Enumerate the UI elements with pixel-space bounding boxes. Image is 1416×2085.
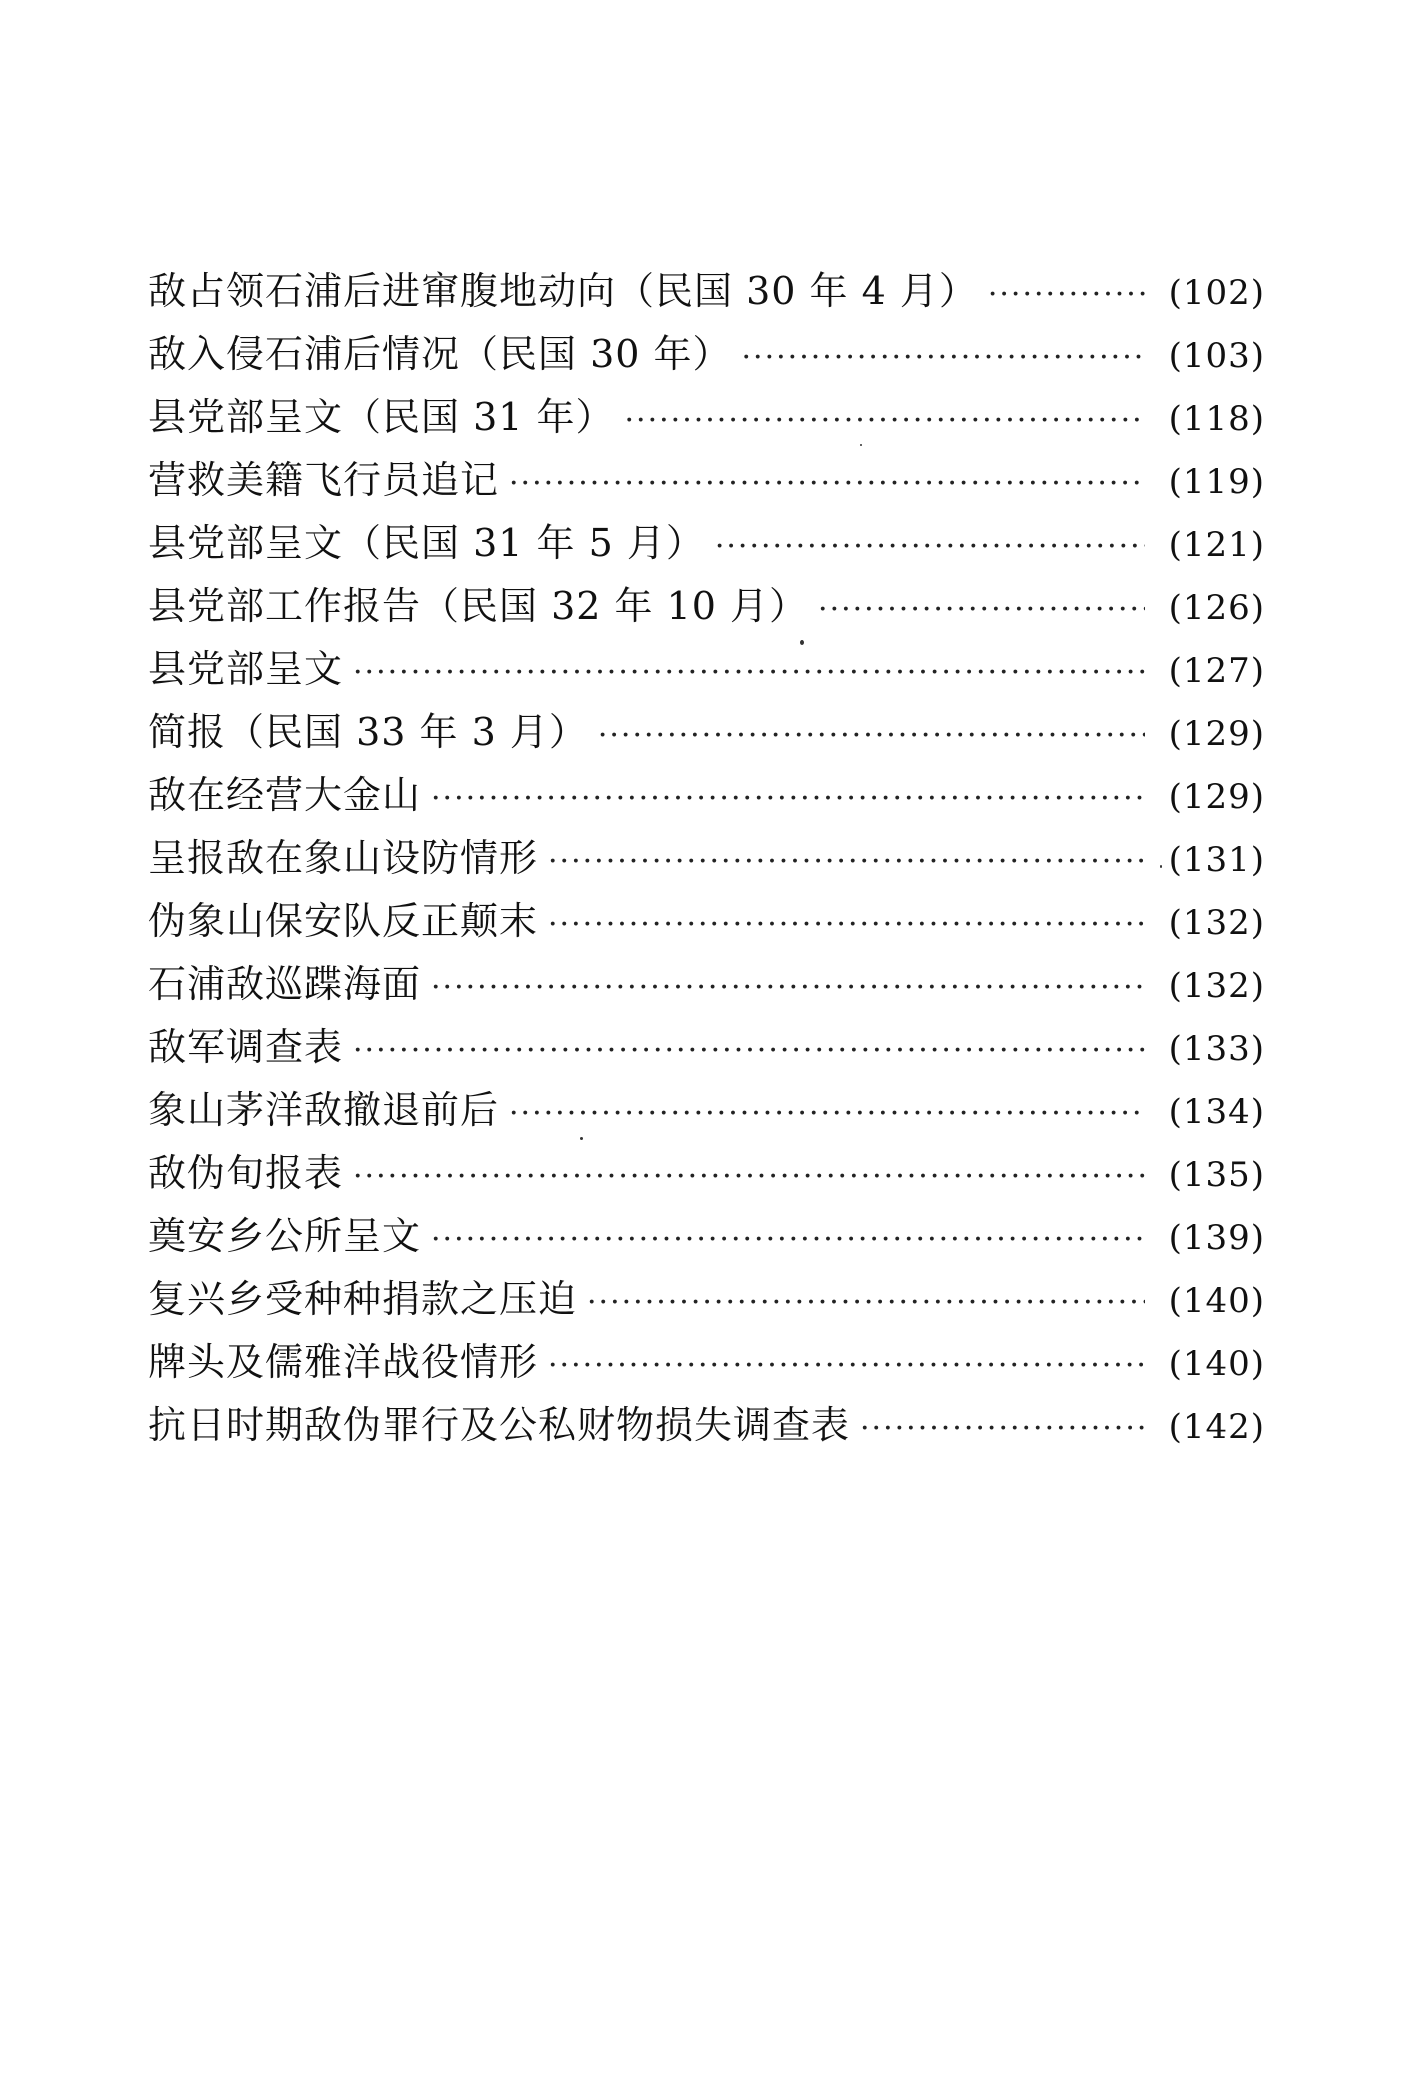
dot-leader [431, 956, 1145, 1019]
toc-entry-title: 敌在经营大金山 [148, 773, 422, 817]
dot-leader [988, 263, 1145, 326]
scan-speck [1160, 865, 1162, 868]
dot-leader [860, 1397, 1145, 1460]
dot-leader [548, 893, 1145, 956]
toc-entry-title: 敌占领石浦后进窜腹地动向（民国 30 年 4 月） [148, 269, 978, 313]
toc-entry-page: (121) [1168, 525, 1265, 565]
toc-entry-page: (139) [1168, 1218, 1265, 1258]
dot-leader [431, 767, 1145, 830]
toc-entry-page: (119) [1168, 462, 1265, 502]
toc-entry [148, 260, 1265, 323]
toc-entry-title: 石浦敌巡蹀海面 [148, 962, 422, 1006]
dot-leader [715, 515, 1145, 578]
dot-leader [587, 1271, 1145, 1334]
toc-entry-page: (131) [1168, 840, 1265, 880]
toc-entry-title: 敌入侵石浦后情况（民国 30 年） [148, 332, 732, 376]
dot-leader [625, 389, 1145, 452]
table-of-contents [148, 260, 1265, 1457]
toc-entry [148, 1331, 1265, 1394]
toc-entry [148, 1142, 1265, 1205]
toc-entry-title: 县党部工作报告（民国 32 年 10 月） [148, 584, 809, 628]
dot-leader [742, 326, 1145, 389]
toc-entry [148, 1079, 1265, 1142]
scan-speck [580, 1137, 583, 1140]
toc-entry [148, 764, 1265, 827]
toc-entry-title: 敌军调查表 [148, 1025, 344, 1069]
dot-leader [818, 578, 1145, 641]
toc-entry [148, 1016, 1265, 1079]
toc-entry-title: 象山茅洋敌撤退前后 [148, 1088, 500, 1132]
toc-entry [148, 575, 1265, 638]
toc-entry-title: 敌伪旬报表 [148, 1151, 344, 1195]
toc-entry-page: (126) [1168, 588, 1265, 628]
toc-entry [148, 1205, 1265, 1268]
toc-entry [148, 323, 1265, 386]
toc-entry [148, 638, 1265, 701]
toc-entry-page: (129) [1168, 714, 1265, 754]
dot-leader [353, 1019, 1145, 1082]
toc-entry-title: 牌头及儒雅洋战役情形 [148, 1340, 539, 1384]
toc-entry-title: 伪象山保安队反正颠末 [148, 899, 539, 943]
dot-leader [509, 1082, 1145, 1145]
toc-entry-title: 抗日时期敌伪罪行及公私财物损失调查表 [148, 1403, 851, 1447]
toc-entry [148, 827, 1265, 890]
toc-entry-page: (102) [1168, 273, 1265, 313]
toc-entry-title: 奠安乡公所呈文 [148, 1214, 422, 1258]
toc-entry [148, 386, 1265, 449]
toc-entry-title: 复兴乡受种种捐款之压迫 [148, 1277, 578, 1321]
toc-entry [148, 512, 1265, 575]
toc-entry-page: (142) [1168, 1407, 1265, 1447]
toc-entry-title: 营救美籍飞行员追记 [148, 458, 500, 502]
toc-entry-title: 简报（民国 33 年 3 月） [148, 710, 588, 754]
toc-entry-page: (140) [1168, 1281, 1265, 1321]
toc-entry [148, 701, 1265, 764]
dot-leader [353, 641, 1145, 704]
toc-entry-page: (140) [1168, 1344, 1265, 1384]
dot-leader [509, 452, 1145, 515]
toc-entry-title: 呈报敌在象山设防情形 [148, 836, 539, 880]
toc-entry-title: 县党部呈文（民国 31 年 5 月） [148, 521, 705, 565]
toc-entry-title: 县党部呈文 [148, 647, 344, 691]
toc-entry-page: (132) [1168, 966, 1265, 1006]
scan-speck [800, 640, 804, 645]
toc-entry-title: 县党部呈文（民国 31 年） [148, 395, 615, 439]
dot-leader [353, 1145, 1145, 1208]
dot-leader [431, 1208, 1145, 1271]
toc-entry [148, 890, 1265, 953]
toc-entry-page: (103) [1168, 336, 1265, 376]
dot-leader [548, 1334, 1145, 1397]
toc-entry-page: (132) [1168, 903, 1265, 943]
toc-entry [148, 953, 1265, 1016]
toc-entry [148, 1394, 1265, 1457]
dot-leader [598, 704, 1145, 767]
toc-entry [148, 449, 1265, 512]
dot-leader [548, 830, 1145, 893]
scan-speck [860, 444, 862, 446]
toc-entry-page: (134) [1168, 1092, 1265, 1132]
toc-entry [148, 1268, 1265, 1331]
toc-entry-page: (127) [1168, 651, 1265, 691]
toc-entry-page: (135) [1168, 1155, 1265, 1195]
toc-entry-page: (129) [1168, 777, 1265, 817]
toc-entry-page: (118) [1168, 399, 1265, 439]
toc-entry-page: (133) [1168, 1029, 1265, 1069]
